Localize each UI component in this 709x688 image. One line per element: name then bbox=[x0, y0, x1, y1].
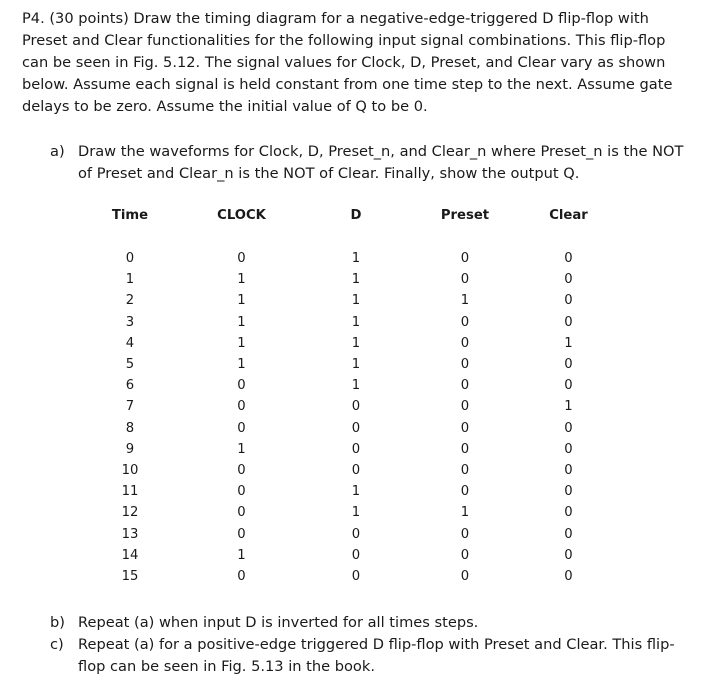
cell-time: 5 bbox=[125, 357, 135, 373]
cell-clock: 0 bbox=[237, 505, 246, 521]
header-clear: Clear bbox=[549, 207, 588, 223]
table-header-row bbox=[95, 202, 601, 228]
cell-preset: 0 bbox=[460, 399, 470, 415]
cell-preset: 1 bbox=[460, 505, 470, 521]
cell-clear: 0 bbox=[564, 378, 573, 394]
table-row bbox=[95, 269, 601, 290]
cell-d: 1 bbox=[351, 357, 361, 373]
cell-clock: 1 bbox=[237, 272, 246, 288]
table-spacer bbox=[95, 228, 601, 248]
header-clock: CLOCK bbox=[217, 207, 266, 223]
cell-time: 7 bbox=[125, 399, 135, 415]
part-b-label: b) bbox=[50, 614, 65, 631]
problem-intro-text: P4. (30 points) Draw the timing diagram for a negative-edge-triggered D flip-flop with Preset and Clear functionalities for the following input signal combinations. This flip-flop can be seen in Fig. 5.12. The signal values for Clock, D, Preset, and Clear vary as shown below. Assume each signal is held constant from one time step to the next. Assume gate delays to be zero. Assume the initial value of Q to be 0. bbox=[22, 10, 673, 115]
cell-d: 1 bbox=[351, 293, 361, 309]
cell-d: 1 bbox=[351, 335, 361, 351]
cell-clear: 0 bbox=[564, 293, 573, 309]
cell-d: 1 bbox=[351, 484, 361, 500]
cell-d: 1 bbox=[351, 314, 361, 330]
parts-b-c bbox=[50, 612, 690, 678]
cell-preset: 1 bbox=[460, 293, 470, 309]
cell-preset: 0 bbox=[460, 463, 470, 479]
table-row bbox=[95, 354, 601, 375]
cell-clear: 0 bbox=[564, 251, 573, 266]
cell-d: 1 bbox=[351, 272, 361, 288]
table-row bbox=[95, 481, 601, 502]
cell-time: 13 bbox=[121, 526, 139, 542]
cell-clock: 0 bbox=[237, 420, 246, 436]
cell-clock: 1 bbox=[237, 335, 246, 351]
table-row bbox=[95, 439, 601, 460]
cell-clock: 1 bbox=[237, 547, 246, 563]
cell-clear: 1 bbox=[564, 399, 573, 415]
table-row bbox=[95, 248, 601, 269]
cell-clear: 0 bbox=[564, 463, 573, 479]
header-d: D bbox=[350, 207, 362, 223]
cell-clear: 0 bbox=[564, 420, 573, 436]
cell-d: 0 bbox=[351, 399, 361, 415]
cell-clear: 1 bbox=[564, 335, 573, 351]
cell-time: 4 bbox=[125, 335, 135, 351]
cell-clear: 0 bbox=[564, 505, 573, 521]
table-row bbox=[95, 545, 601, 566]
cell-clear: 0 bbox=[564, 484, 573, 500]
cell-time: 11 bbox=[121, 484, 139, 500]
cell-preset: 0 bbox=[460, 378, 470, 394]
cell-preset: 0 bbox=[460, 526, 470, 542]
signal-table bbox=[95, 202, 601, 587]
cell-clock: 0 bbox=[237, 526, 246, 542]
cell-time: 10 bbox=[121, 463, 139, 479]
cell-preset: 0 bbox=[460, 569, 470, 585]
cell-time: 14 bbox=[121, 547, 139, 563]
table-row bbox=[95, 418, 601, 439]
part-b-text: Repeat (a) when input D is inverted for all times steps. bbox=[78, 614, 479, 631]
cell-time: 6 bbox=[125, 378, 135, 394]
cell-clock: 0 bbox=[237, 569, 246, 585]
cell-d: 0 bbox=[351, 569, 361, 585]
cell-clock: 0 bbox=[237, 399, 246, 415]
cell-clear: 0 bbox=[564, 526, 573, 542]
cell-clock: 1 bbox=[237, 293, 246, 309]
part-c-text: Repeat (a) for a positive-edge triggered D flip-flop with Preset and Clear. This flip-flop can be seen in Fig. 5.13 in the book. bbox=[78, 636, 675, 675]
cell-d: 0 bbox=[351, 420, 361, 436]
header-preset: Preset bbox=[440, 207, 490, 223]
part-a-text: Draw the waveforms for Clock, D, Preset_n, and Clear_n where Preset_n is the NOT of Preset and Clear_n is the NOT of Clear. Finally, show the output Q. bbox=[78, 143, 684, 182]
cell-preset: 0 bbox=[460, 314, 470, 330]
cell-preset: 0 bbox=[460, 420, 470, 436]
table-row bbox=[95, 460, 601, 481]
table-row bbox=[95, 502, 601, 523]
cell-clock: 0 bbox=[237, 251, 246, 266]
cell-clock: 1 bbox=[237, 441, 246, 457]
table-row bbox=[95, 290, 601, 311]
cell-clear: 0 bbox=[564, 314, 573, 330]
table-row bbox=[95, 312, 601, 333]
cell-clear: 0 bbox=[564, 441, 573, 457]
cell-d: 1 bbox=[351, 505, 361, 521]
part-b bbox=[50, 612, 690, 634]
cell-d: 0 bbox=[351, 526, 361, 542]
table-row bbox=[95, 566, 601, 587]
part-a bbox=[50, 141, 690, 185]
cell-time: 1 bbox=[125, 272, 135, 288]
cell-clock: 1 bbox=[237, 314, 246, 330]
cell-d: 0 bbox=[351, 463, 361, 479]
cell-time: 15 bbox=[121, 569, 139, 585]
cell-clear: 0 bbox=[564, 547, 573, 563]
table-body bbox=[95, 228, 601, 587]
table-row bbox=[95, 375, 601, 396]
table-row bbox=[95, 524, 601, 545]
cell-d: 1 bbox=[351, 251, 361, 266]
cell-time: 9 bbox=[125, 441, 135, 457]
cell-clear: 0 bbox=[564, 357, 573, 373]
cell-time: 2 bbox=[125, 293, 135, 309]
cell-preset: 0 bbox=[460, 272, 470, 288]
cell-time: 8 bbox=[125, 420, 135, 436]
cell-clock: 0 bbox=[237, 484, 246, 500]
cell-clear: 0 bbox=[564, 569, 573, 585]
cell-d: 0 bbox=[351, 547, 361, 563]
cell-preset: 0 bbox=[460, 547, 470, 563]
cell-clock: 1 bbox=[237, 357, 246, 373]
cell-time: 3 bbox=[125, 314, 135, 330]
cell-clock: 0 bbox=[237, 463, 246, 479]
table-row bbox=[95, 333, 601, 354]
header-time: Time bbox=[111, 207, 149, 223]
cell-preset: 0 bbox=[460, 335, 470, 351]
cell-clear: 0 bbox=[564, 272, 573, 288]
part-c bbox=[50, 634, 690, 678]
cell-preset: 0 bbox=[460, 357, 470, 373]
cell-time: 0 bbox=[125, 251, 135, 266]
problem-statement bbox=[22, 8, 694, 118]
part-c-label: c) bbox=[50, 636, 64, 653]
cell-preset: 0 bbox=[460, 441, 470, 457]
cell-clock: 0 bbox=[237, 378, 246, 394]
cell-preset: 0 bbox=[460, 251, 470, 266]
part-a-label: a) bbox=[50, 143, 65, 160]
cell-time: 12 bbox=[121, 505, 139, 521]
cell-preset: 0 bbox=[460, 484, 470, 500]
cell-d: 1 bbox=[351, 378, 361, 394]
table-row bbox=[95, 396, 601, 417]
cell-d: 0 bbox=[351, 441, 361, 457]
